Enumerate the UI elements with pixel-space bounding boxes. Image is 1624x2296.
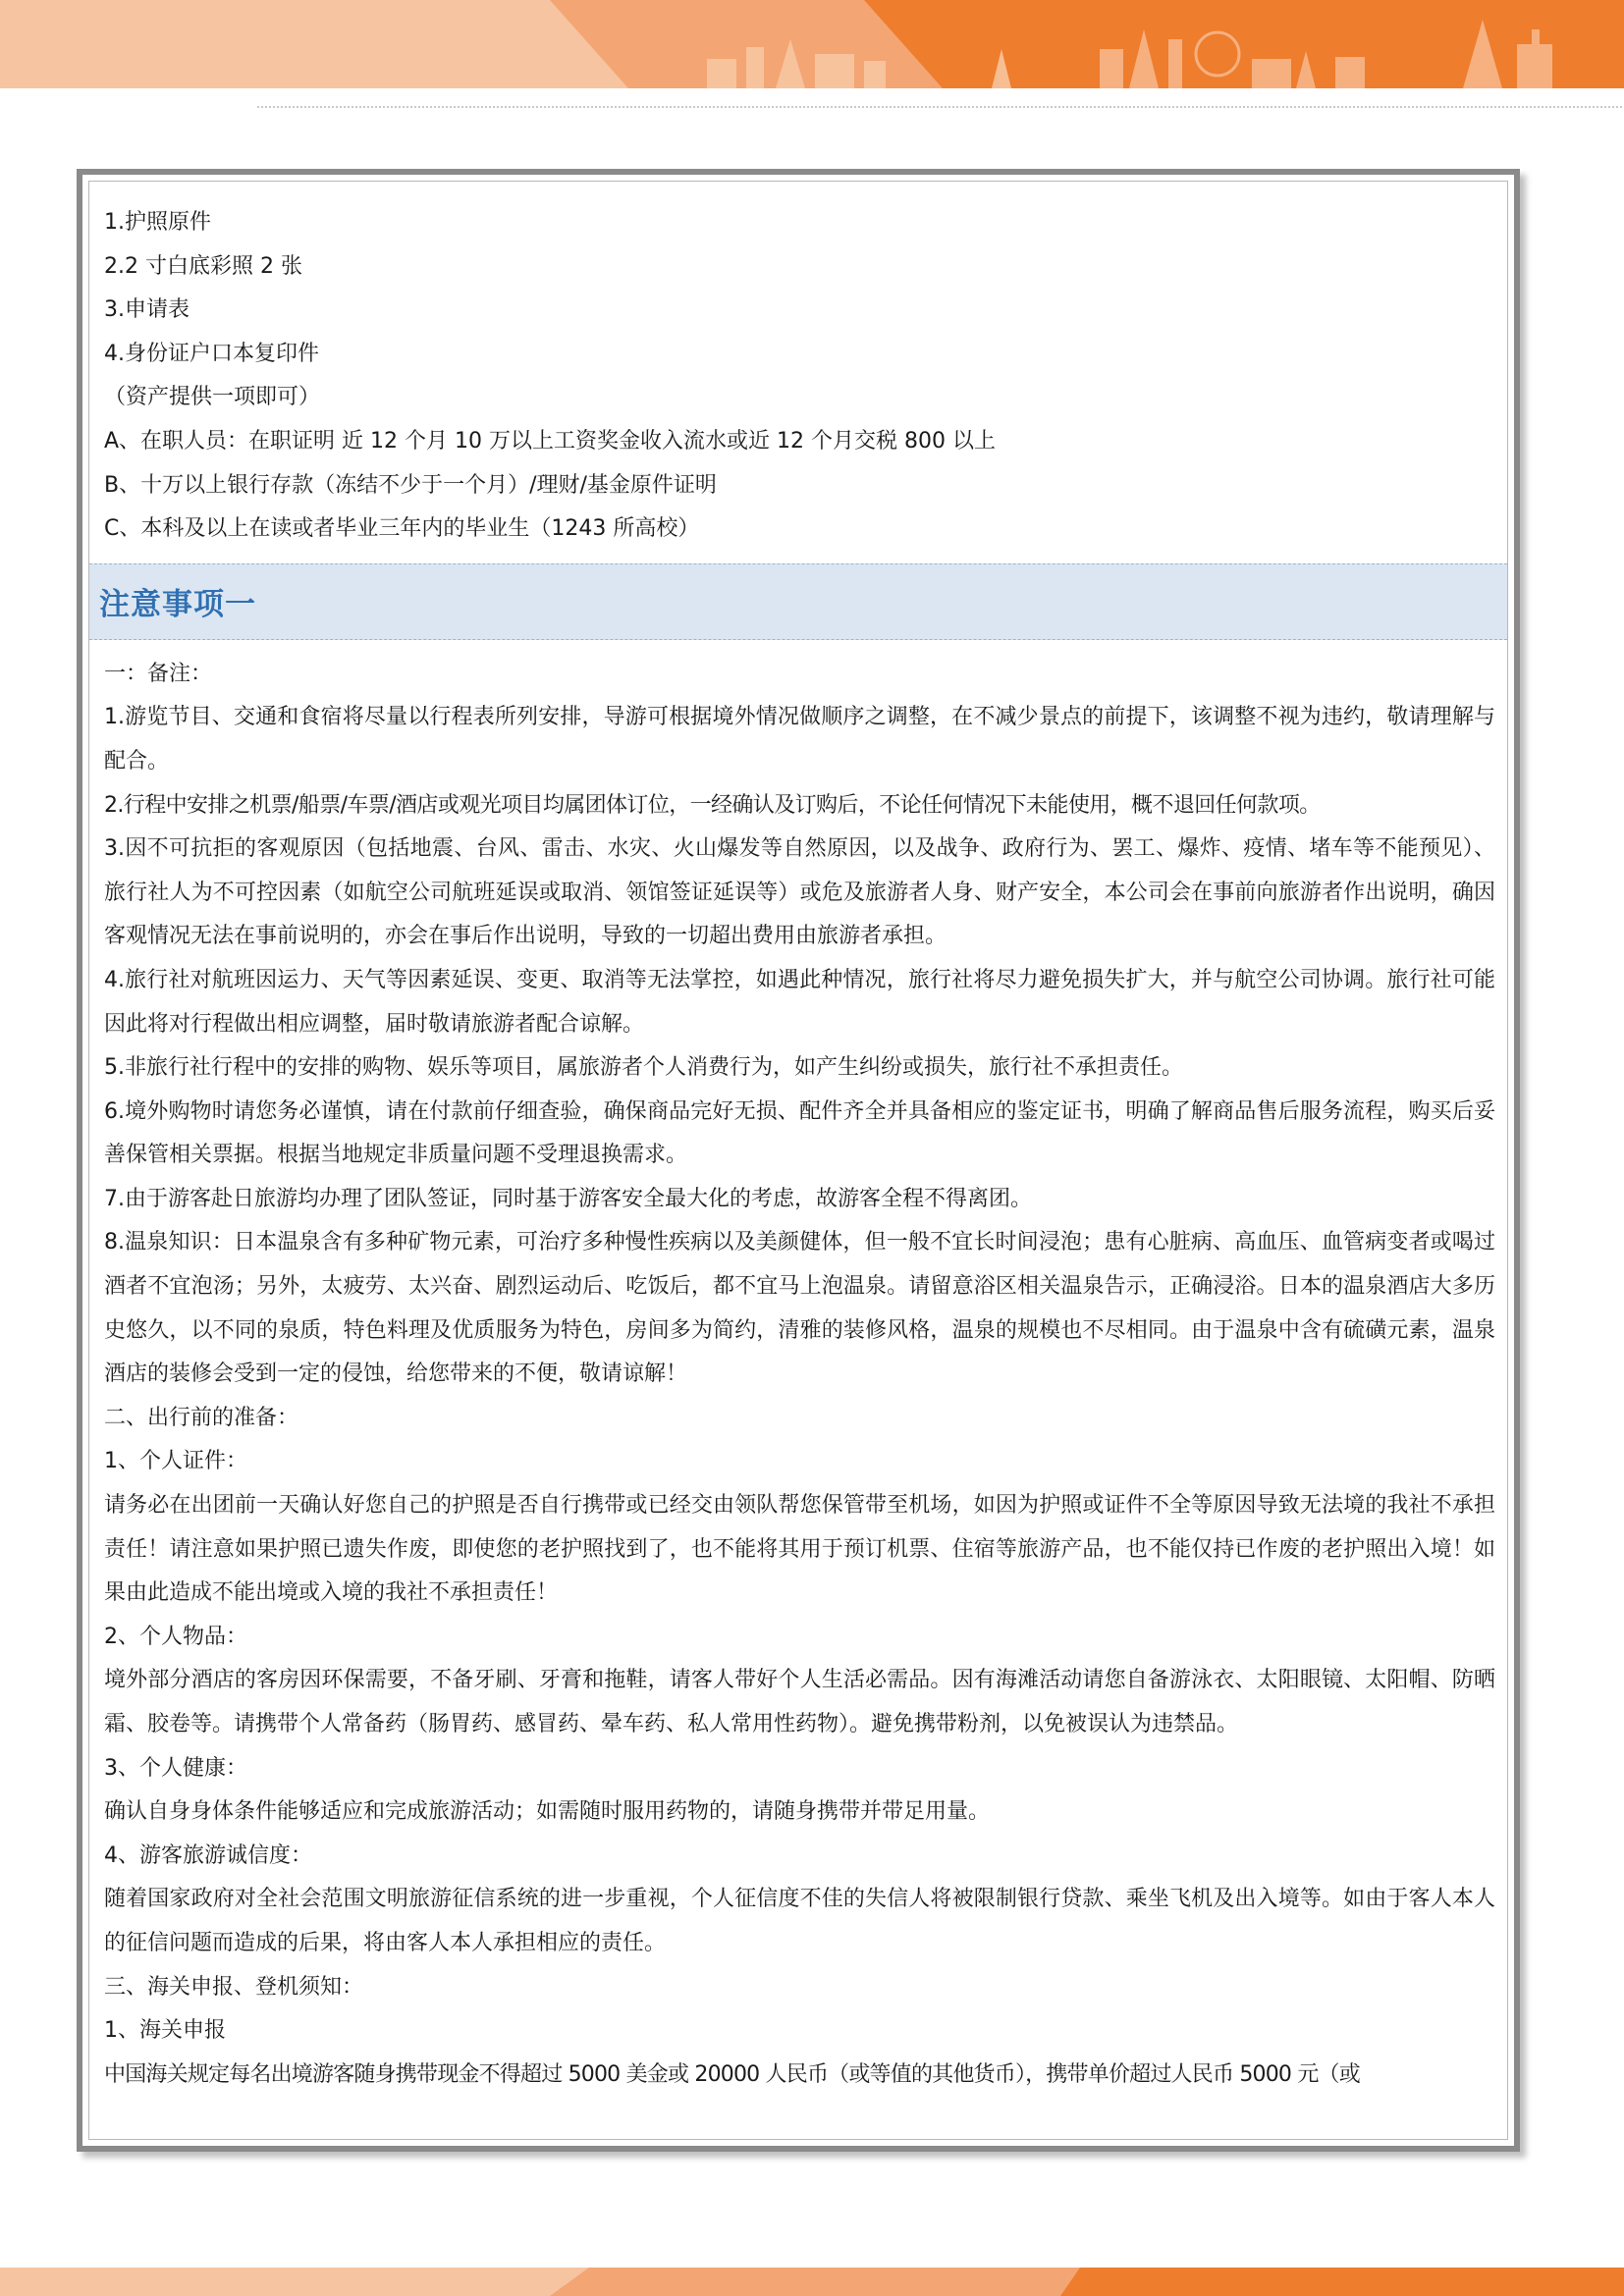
requirements-list <box>89 182 1507 552</box>
notice-section-header <box>89 563 1507 640</box>
header-banner <box>0 0 1624 88</box>
notice-paragraph: 中国海关规定每名出境游客随身携带现金不得超过 5000 美金或 20000 人民币（或等值的其他货币），携带单价超过人民币 5000 元（或 <box>104 2061 1360 2087</box>
requirement-option: B、十万以上银行存款（冻结不少于一个月）/理财/基金原件证明 <box>104 472 717 498</box>
notice-heading: 二、出行前的准备： <box>104 1405 299 1430</box>
notice-heading: 一：备注： <box>104 661 213 686</box>
notice-subheading: 1、海关申报 <box>104 2018 226 2044</box>
notice-paragraph: 1.游览节目、交通和食宿将尽量以行程表所列安排，导游可根据境外情况做顺序之调整，在不减少景点的前提下，该调整不视为违约，敬请理解与配合。 <box>104 705 1495 774</box>
notice-body <box>89 640 1507 2098</box>
requirement-item: 4.身份证户口本复印件 <box>104 341 319 366</box>
notice-paragraph: 3.因不可抗拒的客观原因（包括地震、台风、雷击、水灾、火山爆发等自然原因，以及战争、政府行为、罢工、爆炸、疫情、堵车等不能预见）、旅行社人为不可控因素（如航空公司航班延误或取消、领馆签证延误等）或危及旅游者人身、财产安全，本公司会在事前向旅游者作出说明，确因客观情况无法在事前说明的，亦会在事后作出说明，导致的一切超出费用由旅游者承担。 <box>104 836 1495 949</box>
notice-paragraph: 境外部分酒店的客房因环保需要，不备牙刷、牙膏和拖鞋，请客人带好个人生活必需品。因有海滩活动请您自备游泳衣、太阳眼镜、太阳帽、防晒霜、胶卷等。请携带个人常备药（肠胃药、感冒药、晕车药、私人常用性药物）。避免携带粉剂，以免被误认为违禁品。 <box>104 1668 1495 1736</box>
footer-banner <box>0 2268 1624 2296</box>
notice-subheading: 1、个人证件： <box>104 1449 247 1474</box>
notice-paragraph: 5.非旅行社行程中的安排的购物、娱乐等项目，属旅游者个人消费行为，如产生纠纷或损失，旅行社不承担责任。 <box>104 1055 1183 1081</box>
notice-section-title: 注意事项一 <box>99 587 256 623</box>
notice-paragraph: 2.行程中安排之机票/船票/车票/酒店或观光项目均属团体订位，一经确认及订购后，不论任何情况下未能使用，概不退回任何款项。 <box>104 792 1321 818</box>
notice-paragraph: 8.温泉知识：日本温泉含有多种矿物元素，可治疗多种慢性疾病以及美颜健体，但一般不宜长时间浸泡；患有心脏病、高血压、血管病变者或喝过酒者不宜泡汤；另外，太疲劳、太兴奋、剧烈运动后、吃饭后，都不宜马上泡温泉。请留意浴区相关温泉告示，正确浸浴。日本的温泉酒店大多历史悠久，以不同的泉质，特色料理及优质服务为特色，房间多为简约，清雅的装修风格，温泉的规模也不尽相同。由于温泉中含有硫磺元素，温泉酒店的装修会受到一定的侵蚀，给您带来的不便，敬请谅解！ <box>104 1230 1495 1387</box>
requirement-note: （资产提供一项即可） <box>104 385 321 410</box>
notice-paragraph: 随着国家政府对全社会范围文明旅游征信系统的进一步重视，个人征信度不佳的失信人将被限制银行贷款、乘坐飞机及出入境等。如由于客人本人的征信问题而造成的后果，将由客人本人承担相应的责任。 <box>104 1887 1495 1955</box>
notice-heading: 三、海关申报、登机须知： <box>104 1974 364 2000</box>
requirement-item: 2.2 寸白底彩照 2 张 <box>104 253 302 279</box>
requirement-option: A、在职人员：在职证明 近 12 个月 10 万以上工资奖金收入流水或近 12 个月交税 800 以上 <box>104 428 996 454</box>
notice-paragraph: 6.境外购物时请您务必谨慎，请在付款前仔细查验，确保商品完好无损、配件齐全并具备相应的鉴定证书，明确了解商品售后服务流程，购买后妥善保管相关票据。根据当地规定非质量问题不受理退换需求。 <box>104 1098 1495 1168</box>
content-frame <box>77 169 1520 2152</box>
requirement-item: 3.申请表 <box>104 297 189 323</box>
requirement-item: 1.护照原件 <box>104 210 211 235</box>
notice-paragraph: 确认自身身体条件能够适应和完成旅游活动；如需随时服用药物的，请随身携带并带足用量。 <box>104 1799 991 1825</box>
requirement-option: C、本科及以上在读或者毕业三年内的毕业生（1243 所高校） <box>104 516 700 542</box>
header-divider <box>257 106 1622 108</box>
notice-subheading: 2、个人物品： <box>104 1624 247 1649</box>
content-inner <box>88 181 1508 2140</box>
notice-subheading: 3、个人健康： <box>104 1755 247 1781</box>
notice-paragraph: 4.旅行社对航班因运力、天气等因素延误、变更、取消等无法掌控，如遇此种情况，旅行社将尽力避免损失扩大，并与航空公司协调。旅行社可能因此将对行程做出相应调整，届时敬请旅游者配合谅解。 <box>104 967 1495 1037</box>
notice-subheading: 4、游客旅游诚信度： <box>104 1842 312 1868</box>
notice-paragraph: 7.由于游客赴日旅游均办理了团队签证，同时基于游客安全最大化的考虑，故游客全程不得离团。 <box>104 1186 1032 1211</box>
notice-paragraph: 请务必在出团前一天确认好您自己的护照是否自行携带或已经交由领队帮您保管带至机场，如因为护照或证件不全等原因导致无法境的我社不承担责任！请注意如果护照已遗失作废，即使您的老护照找到了，也不能将其用于预订机票、住宿等旅游产品，也不能仅持已作废的老护照出入境！如果由此造成不能出境或入境的我社不承担责任！ <box>104 1493 1495 1606</box>
